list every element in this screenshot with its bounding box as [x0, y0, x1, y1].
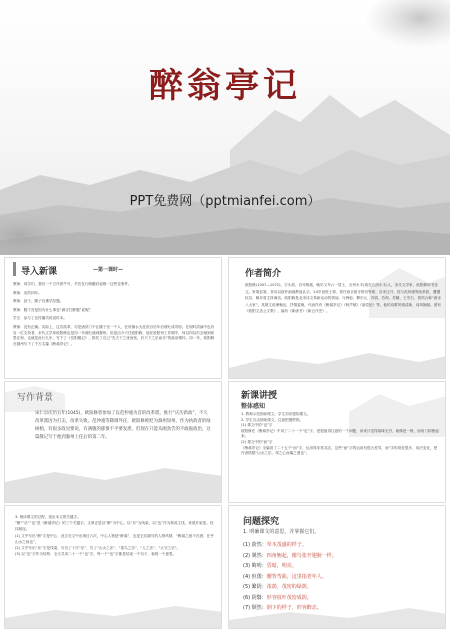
- vocab-term: (6) 阴翳：: [243, 594, 267, 601]
- vocab-term: (7) 颓然：: [243, 605, 267, 611]
- text-line: (1) 文中写出“醉”字是中心：此字在文中出现过六次，中心人物是“醉翁”，也是它们描写的人物风情，“醉翁之意不在酒，在乎山水之间也”。: [15, 533, 214, 544]
- slide-thumbnail-intro[interactable]: [4, 257, 222, 379]
- vocab-answer: 腰背弯曲，这里指老年人。: [266, 573, 327, 580]
- vocab-item: [243, 603, 439, 614]
- text-line: 教师：没有正确。实际上，这次改革，尽是诸侯门不让滕子宫一个人，在所摘水大庶庶百后年后被贬成司府。在现时清滴中也有另一位支持者，宋代文学家欧阳修也是同一年被贬滴到滁州。但是由今天任欧阳修，他在欧阳州工作期中，何以何以后去赋到和思在和，也就是此行九年，写下了《岳阳楼记》，推托了自己“先天下之忧而忧，后天下之乐而乐”的政治情怀。同一年，欧阳修在滁州写下了千古名篇《醉翁亭记》。: [13, 324, 215, 346]
- vocab-term: (4) 伛偻：: [243, 573, 267, 580]
- text-line: 3. 朗读课文的过程，找出本文的关键字。: [15, 515, 81, 519]
- text-line: 《醉翁亭记》全篇用了二十五个“而”字，运用得非常灵活，这些“而”字的运用有很大差异，而”字的用处很多，用法变化，把作者情感“山水之乐，得之心而寓之酒也”。: [241, 445, 438, 456]
- slide-title: 新课讲授: [241, 391, 278, 401]
- vocab-answer: 倒下的样子，形容醉态。: [266, 605, 322, 611]
- text-line: 1. 教师示范朗读课文，学生初步感知课文。: [241, 412, 311, 416]
- slide-title: 作者简介: [245, 269, 282, 279]
- slide-thumbnail-author[interactable]: [228, 257, 446, 379]
- slide-thumbnail-questions[interactable]: [228, 505, 446, 629]
- slide-title: 写作背景: [17, 393, 54, 403]
- vocab-answer: 形容枝叶茂密成阴。: [266, 594, 312, 601]
- slide-thumbnail-analysis[interactable]: [4, 505, 222, 629]
- vocab-term: (3) 晦明：: [243, 563, 267, 569]
- text-line: 教师：出的四年。: [13, 290, 42, 295]
- author-bio-text: 欧阳修(1007—1072)，字永叔，自号醉翁，晚年又号六一居士，吉州永丰(现在江西永丰)人，宋代文学家，欧阳修和书变文。家境贫寒，其母以荻杆画地教他认字。24岁登进士第，曾任西京留守推官等职，后来迁升，因与范仲淹等改革派，遭遭权臣，晚年曾主持谏官。欧阳修是北宋诗文革新运动的领袖，与韩愈、柳宗元、苏轼、苏洵、苏辙、王安石、曾巩合称“唐宋八大家”。其散文说理畅达，抒情委婉，代表作有《醉翁亭记》《秋声赋》《朋党论》等。他的诗歌风格清新，词风婉丽。著有《欧阳文忠公文集》，编有《新唐书》《新五代史》。: [245, 283, 441, 314]
- vocab-item: [243, 582, 439, 593]
- analysis-text-block: [15, 514, 215, 557]
- slide-thumbnail-background[interactable]: [4, 381, 222, 503]
- text-line: 教师：甚子，滕子宫佛学经题。: [13, 299, 64, 304]
- question-intro: 1. 明确课文的意思，并掌握它们。: [243, 529, 320, 535]
- vocab-term: (1) 蔚然：: [243, 542, 267, 548]
- slide-title: 问题探究: [243, 517, 280, 527]
- intro-text-block: [13, 282, 217, 347]
- vocab-answer: 草木茂盛的样子。: [266, 542, 307, 548]
- text-line: 教师：滕子宫是因为什么事变“滴守打醉题”说呢？: [13, 307, 93, 312]
- title-slide[interactable]: [0, 0, 450, 255]
- slide-title: 醉翁亭记: [149, 66, 301, 106]
- vocab-answer: 四角翘起，像鸟张开翅膀一样。: [266, 552, 337, 559]
- vocab-item: [243, 572, 439, 583]
- vocab-answer: 浓荫，茂密的绿荫。: [266, 584, 312, 590]
- text-line: (3) 以“也”字作为结构：全文共用二十一个“也”字，每一个“也”字都是结束一个句子，表明一个意思。: [15, 552, 177, 557]
- text-line: (2) 文中写出“乐”字是线索，写出了十次“乐”，写了“山水之乐”，“禽鸟之乐”，“人之乐”，“太守之乐”。: [15, 546, 181, 551]
- vocab-item: [243, 561, 439, 572]
- vocab-item: [243, 593, 439, 604]
- text-line: 教师：同学们，我们一个古代的牛号，辛苦在行路醒后起唯一这些变事件。: [13, 282, 132, 286]
- background-text: 宋仁宗庆历五年(1045)，欧阳修曾参加了以范仲淹为首的改革派，推行“庆历新政”，不久改革派因为打击，改革失败。范仲淹等降调外任，欧阳修被贬为滁州知州。作为执政者的绿树梢，有很多政见要说，有满腹的郁愤不平要发泄，但现在只能从刚劲告的不敢拖政治，这篇散记写于他到滁州上任后的第二年。: [35, 411, 211, 440]
- section-subtitle: 整体感知: [241, 403, 266, 410]
- ink-mountain-background: [0, 0, 450, 255]
- vocab-list: [243, 540, 439, 614]
- text-line: (2) 课文中的“而”字: [241, 439, 273, 444]
- text-line: 欧阳修在《醉翁亭记》中用了二十一个“也”字，是很值得注意的一个问题，读来只觉得韵味无穷，就像是一般，而用力顿挫起来。: [241, 428, 439, 439]
- lesson-tag: —第一课时—: [93, 267, 124, 273]
- title-marker: [13, 262, 16, 276]
- vocab-term: (5) 繁阴：: [243, 584, 267, 590]
- text-line: 2. 学生自由朗读课文，注意把握停顿。: [241, 417, 304, 422]
- text-line: 学生：参与了还传播功说说传本。: [13, 316, 67, 321]
- text-line: “醉”“乐”“也”是《醉翁亭记》的三个关键字。文章正是以“醉”为中心，以“乐”为线索，以“也”作为构成主线，来展开叙述。经纬相连。: [15, 521, 214, 532]
- slide-title: 导入新课: [21, 267, 58, 277]
- vocab-item: [243, 540, 439, 551]
- slide-thumbnail-perception[interactable]: [228, 381, 446, 503]
- text-line: (1) 课文中的“也”字: [241, 423, 273, 428]
- vocab-term: (2) 翼然：: [243, 552, 267, 559]
- vocab-item: [243, 551, 439, 562]
- vocab-answer: 昏暗，明亮。: [266, 563, 297, 569]
- slide-subtitle: PPT免费网（pptmianfei.com）: [129, 194, 321, 209]
- perception-text-block: [241, 412, 439, 457]
